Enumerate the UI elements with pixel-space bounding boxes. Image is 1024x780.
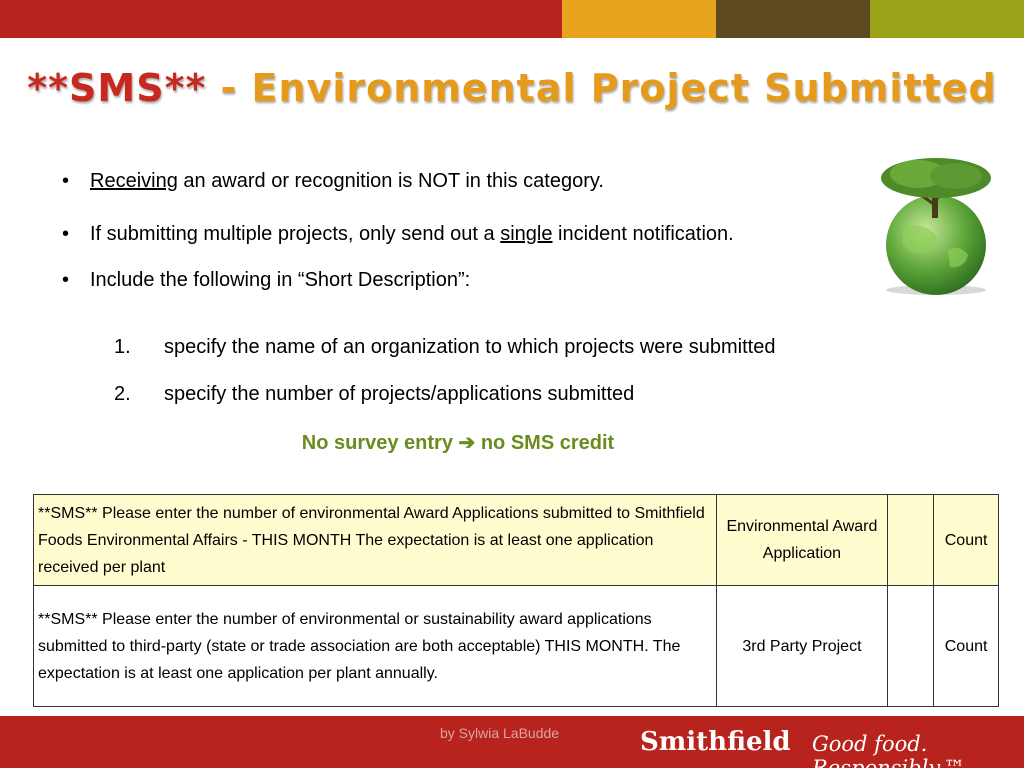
row-unit: Count xyxy=(934,586,999,707)
survey-table xyxy=(33,494,999,707)
arrow-right-icon: ➔ xyxy=(458,432,476,454)
title-sms: **SMS** xyxy=(27,66,207,110)
bullet-text: If submitting multiple projects, only send out a xyxy=(90,223,501,245)
table-row xyxy=(34,495,999,586)
item-number: 2. xyxy=(114,383,131,405)
bullet-text: an award or recognition is NOT in this category. xyxy=(177,170,604,192)
table-row xyxy=(34,586,999,707)
top-bar-red xyxy=(0,0,562,38)
numbered-item xyxy=(114,383,634,406)
top-color-bar xyxy=(0,0,1024,38)
top-bar-brown xyxy=(716,0,870,38)
author-byline: by Sylwia LaBudde xyxy=(440,725,560,741)
survey-note xyxy=(0,430,916,455)
bullet-item xyxy=(62,170,882,193)
bullet-underlined-text: single xyxy=(500,223,553,245)
item-number: 1. xyxy=(114,336,131,358)
row-category: 3rd Party Project xyxy=(717,586,887,707)
note-right: no SMS credit xyxy=(480,432,615,454)
row-description: **SMS** Please enter the number of environmental or sustainability award applications submitted to third-party (state or trade association are both acceptable) THIS MONTH. The expectation is at least one application per plant annually. xyxy=(34,586,717,707)
bullet-text: Include the following in “Short Description”: xyxy=(90,269,471,291)
bullet-marker: • xyxy=(62,223,70,245)
bullet-marker: • xyxy=(62,269,70,291)
row-blank-cell xyxy=(887,495,934,586)
row-description: **SMS** Please enter the number of environmental Award Applications submitted to Smithfield Foods Environmental Affairs - THIS MONTH The expectation is at least one application received per plant xyxy=(34,495,717,586)
numbered-item xyxy=(114,336,775,359)
top-bar-olive xyxy=(870,0,1024,38)
bullet-underlined-text: Receiving xyxy=(90,170,178,192)
tree-globe-icon xyxy=(868,150,1008,300)
bullet-marker: • xyxy=(62,170,70,192)
note-left: No survey entry xyxy=(301,432,453,454)
slide-title xyxy=(0,66,1024,110)
brand-tagline: Good food. Responsibly.™ xyxy=(812,732,966,780)
row-unit: Count xyxy=(934,495,999,586)
row-category: Environmental Award Application xyxy=(717,495,887,586)
bullet-text: incident notification. xyxy=(552,223,734,245)
item-text: specify the name of an organization to which projects were submitted xyxy=(164,336,776,358)
row-blank-cell xyxy=(887,586,934,707)
item-text: specify the number of projects/applications submitted xyxy=(164,383,635,405)
bullet-item xyxy=(62,223,882,246)
bullet-item xyxy=(62,269,882,292)
smithfield-logo: Smithfield xyxy=(640,727,791,757)
bullet-list xyxy=(62,170,882,292)
title-main: - Environmental Project Submitted xyxy=(206,66,997,110)
top-bar-gold xyxy=(562,0,716,38)
